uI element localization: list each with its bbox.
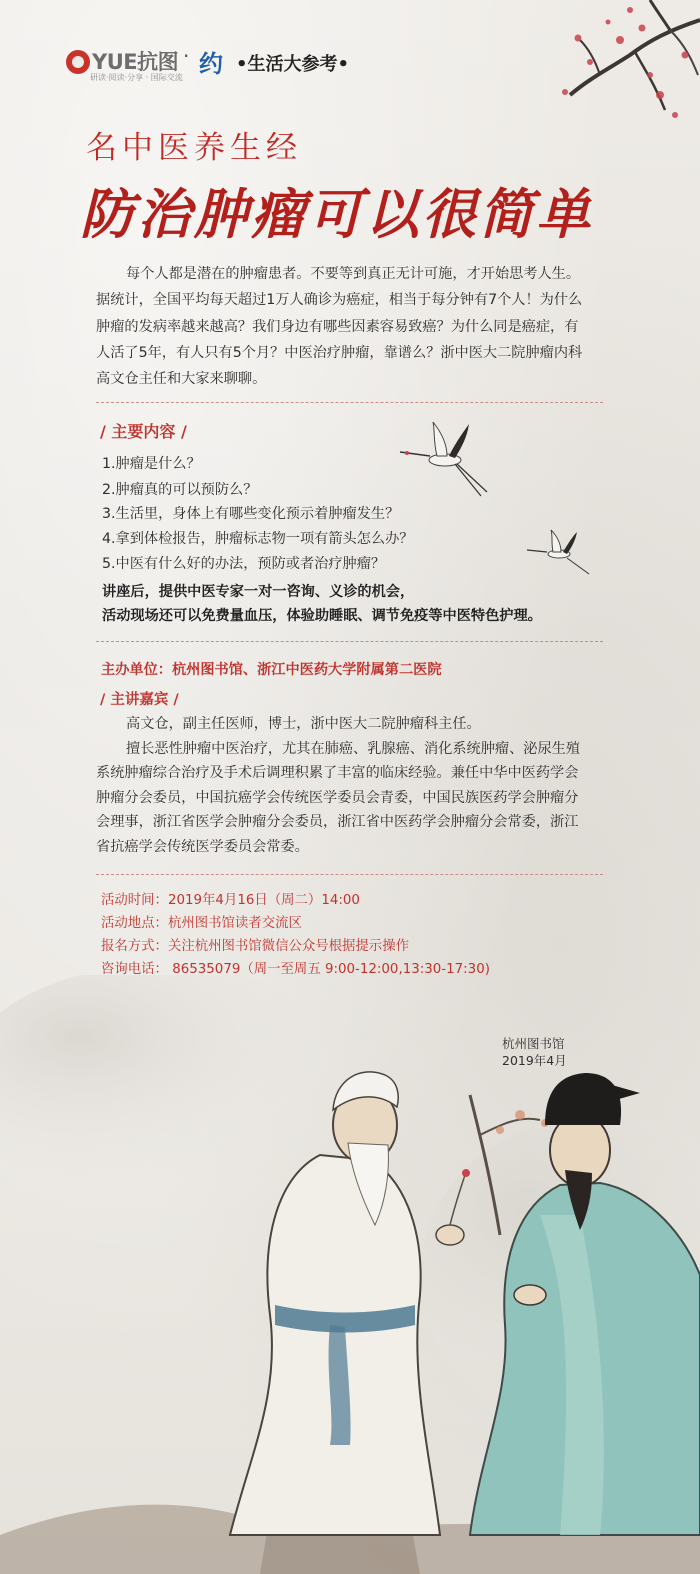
section-divider [96,641,603,642]
list-item: 2.肿瘤真的可以预防么？ [102,482,258,498]
scholars-illustration [0,975,700,1574]
intro-line: 每个人都是潜在的肿瘤患者。不要等到真正无计可施，才开始思考人生。 [126,266,581,282]
column-name: •生活大参考• [236,54,350,75]
note-line: 讲座后，提供中医专家一对一咨询、义诊的机会， [102,584,415,600]
intro-line: 肿瘤的发病率越来越高？我们身边有哪些因素容易致癌？为什么同是癌症，有 [96,318,579,335]
intro-paragraph [96,261,606,392]
page-subtitle: 名中医养生经 [86,130,302,166]
intro-line: 据统计，全国平均每天超过1万人确诊为癌症，相当于每分钟有7个人！为什么 [96,292,583,309]
event-location: 活动地点：杭州图书馆读者交流区 [101,916,302,931]
brand-separator: · [183,44,190,68]
crane-icon [525,528,595,578]
main-content-heading: / 主要内容 / [100,422,187,441]
speaker-line: 肿瘤分会委员，中国抗癌学会传统医学委员会青委，中国民族医药学会肿瘤分 [96,789,579,806]
event-registration: 报名方式：关注杭州图书馆微信公众号根据提示操作 [101,939,409,954]
signature-date: 2019年4月 [502,1053,567,1068]
section-divider [96,402,603,403]
organizer-line: 主办单位：杭州图书馆、浙江中医药大学附属第二医院 [101,662,442,678]
plum-blossom-illustration [470,0,700,130]
list-item: 4.拿到体检报告，肿瘤标志物一项有箭头怎么办？ [102,531,414,547]
speaker-line: 会理事，浙江省医学会肿瘤分会委员，浙江省中医药学会肿瘤分会常委，浙江 [96,814,579,831]
section-divider [96,874,603,875]
event-time: 活动时间：2019年4月16日（周二）14:00 [101,893,360,908]
speaker-line: 擅长恶性肿瘤中医治疗，尤其在肺癌、乳腺癌、消化系统肿瘤、泌尿生殖 [126,740,581,757]
yue-logo-icon: 约 [199,49,223,78]
brand-name: YUE抗图 [92,50,179,74]
signature-org: 杭州图书馆 [502,1036,565,1051]
logo-icon [66,50,90,74]
page-title: 防治肿瘤可以很简单 [80,182,593,246]
speaker-line: 省抗癌学会传统医学委员会常委。 [96,838,309,855]
speaker-heading: / 主讲嘉宾 / [100,692,179,708]
list-item: 1.肿瘤是什么？ [102,456,201,472]
intro-line: 人活了5年，有人只有5个月？中医治疗肿瘤，靠谱么？浙中医大二院肿瘤内科 [96,344,583,361]
note-line: 活动现场还可以免费量血压，体验助睡眠、调节免疫等中医特色护理。 [102,608,542,624]
speaker-bio [96,712,608,860]
list-item: 3.生活里，身体上有哪些变化预示着肿瘤发生？ [102,506,400,522]
intro-line: 高文仓主任和大家来聊聊。 [96,371,267,388]
list-item: 5.中医有什么好的办法，预防或者治疗肿瘤？ [102,556,386,572]
event-phone: 咨询电话： 86535079（周一至周五 9:00-12:00,13:30-17:30) [101,962,490,977]
speaker-line: 系统肿瘤综合治疗及手术后调理积累了丰富的临床经验。兼任中华中医药学会 [96,765,579,782]
crane-icon [395,420,495,500]
brand-tagline: 研读·阅读·分享 · 国际交流 [90,73,183,82]
speaker-line: 高文仓，副主任医师，博士，浙中医大二院肿瘤科主任。 [126,716,481,732]
